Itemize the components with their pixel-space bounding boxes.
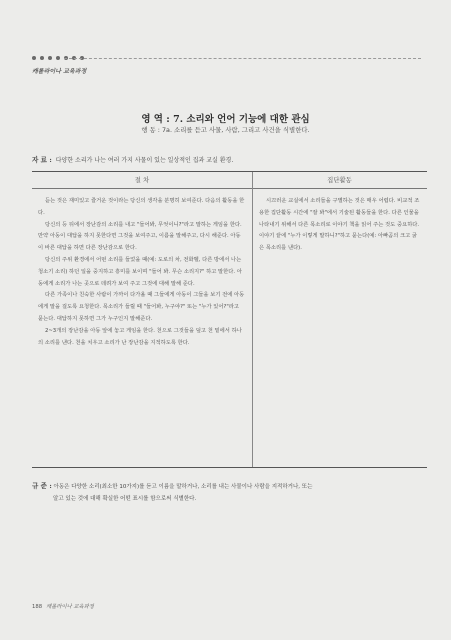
procedure-column xyxy=(38,196,245,349)
procedure-paragraph: 당신의 주위 환경에서 어떤 소리를 들었을 때(예: 도로의 차, 전화벨, 다른 방에서 나는 청소기 소리) 하던 일을 중지하고 흥미를 보이며 "들어 봐. 무슨 소리지?" 하고 말한다. 아동에게 소리가 나는 곳으로 데려가 보여 주고 그것에 대해 말해 준다. xyxy=(38,256,242,287)
procedure-paragraph: 다른 가족이나 친숙한 사람이 가까이 다가올 때 그들에게 아동이 그들을 보기 전에 아동에게 말을 걸도록 요청한다. 목소리가 들릴 때 "들어봐, 누구야?" 또는 "누가 있어?"라고 묻는다. 대답하지 못하면 그가 누구인지 말해준다. xyxy=(38,292,245,322)
materials-text: 다양한 소리가 나는 여러 가지 사물이 있는 일상적인 집과 교실 환경. xyxy=(55,157,234,164)
group-activity-paragraph: 시끄러운 교실에서 소리들을 구별하는 것은 매우 어렵다. 비교적 조용한 집단활동 시간에 "잘 봐"에서 기술된 활동들을 한다. 다른 인물을 나타내기 위해서 다른 목소리로 이야기 책을 읽어 주는 것도 중요하다. 이야기 끝에 "누가 이렇게 말하니?"하고 묻는다(예: 아빠곰의 크고 굵은 목소리를 낸다). xyxy=(259,198,420,252)
group-activity-column xyxy=(259,196,421,255)
page-number: 188 xyxy=(32,604,43,610)
procedure-paragraph: 듣는 것은 재미있고 즐거운 것이라는 당신의 생각을 분명히 보여준다. 다음의 활동을 한다. xyxy=(38,198,245,216)
footer-label: 캐롤라이나 교육과정 xyxy=(46,604,94,610)
procedure-header: 절 차 xyxy=(134,176,150,184)
header-dot xyxy=(48,56,52,60)
header-dot xyxy=(56,56,60,60)
criterion-block xyxy=(32,480,427,505)
header-dot xyxy=(32,56,36,60)
materials-label: 자 료 : xyxy=(32,156,52,164)
group-activity-header: 집단활동 xyxy=(327,176,352,184)
header-dot xyxy=(40,56,44,60)
table-header-row xyxy=(32,172,427,189)
running-header: 캐롤라이나 교육과정 xyxy=(32,68,87,75)
domain-title: 영 역 : 7. 소리와 언어 기능에 대한 관심 xyxy=(141,114,310,125)
column-divider xyxy=(252,172,253,467)
criterion-text-2: 알고 있는 것에 대해 확실한 어떤 표시를 함으로써 식별한다. xyxy=(53,496,197,502)
behavior-subtitle: 행 동 : 7a. 소리를 듣고 사물, 사람, 그리고 사건을 식별한다. xyxy=(141,126,310,134)
header-divider xyxy=(64,58,421,59)
criterion-line-1 xyxy=(32,480,427,493)
criterion-label: 규 준 : xyxy=(32,482,52,490)
materials-line xyxy=(32,154,233,164)
procedure-paragraph: 2~3개의 장난감을 아동 앞에 놓고 게임을 한다. 천으로 그것들을 덮고 천 밑에서 하나의 소리를 낸다. 천을 치우고 소리가 난 장난감을 지적하도록 한다. xyxy=(38,327,242,346)
criterion-text-1: 아동은 다양한 소리(최소한 10가지)를 듣고 이름을 말하거나, 소리를 내는 사물이나 사람을 지적하거나, 또는 xyxy=(53,484,313,490)
page-footer xyxy=(32,602,94,610)
activity-table xyxy=(32,171,427,468)
procedure-paragraph: 당신의 등 뒤에서 장난감의 소리를 내고 "들어봐, 무엇이니?"라고 말하는 게임을 한다. 만약 아동이 대답을 하지 못한다면 그것을 보여주고, 이름을 말해주고, 다시 해준다. 아동이 바른 대답을 하면 다른 장난감으로 한다. xyxy=(38,221,242,252)
